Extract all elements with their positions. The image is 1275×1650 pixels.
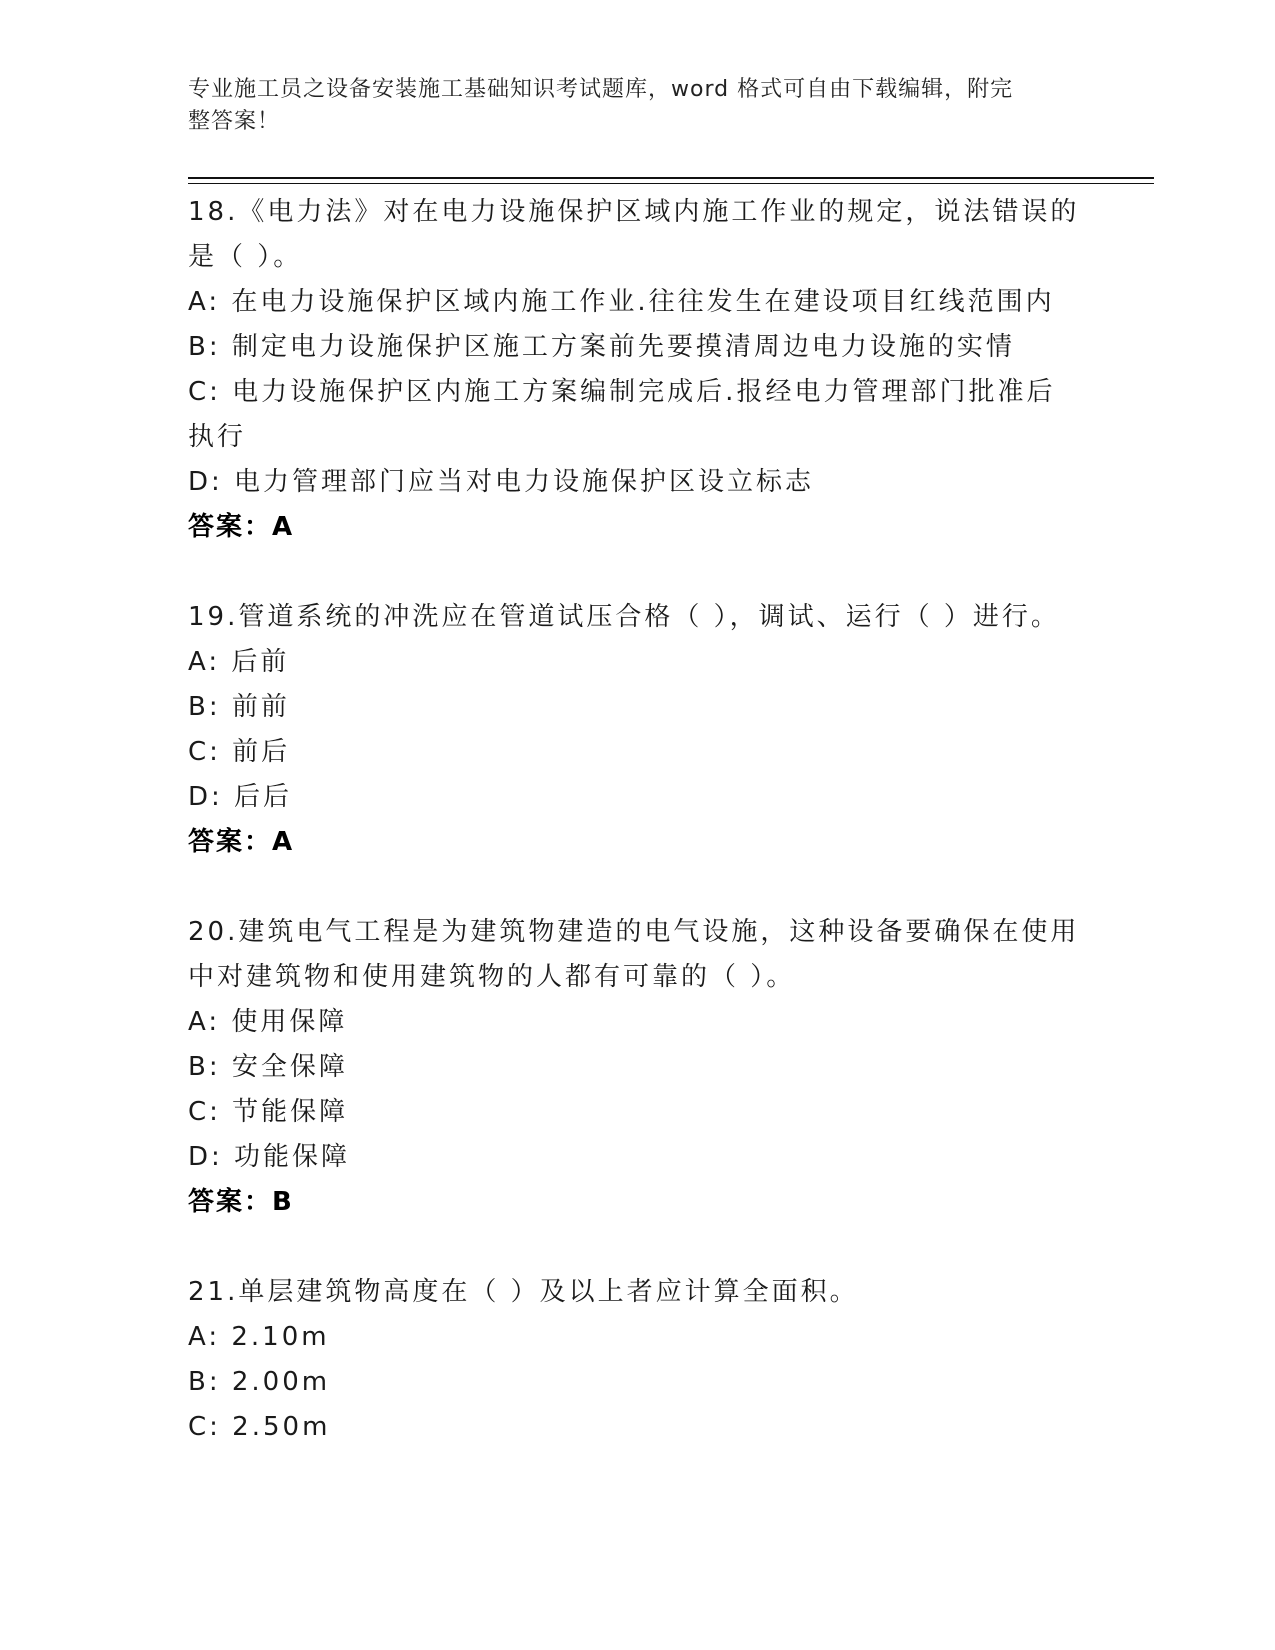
option-a: A: 后前 xyxy=(188,647,290,677)
option-a: A: 2.10m xyxy=(188,1322,330,1352)
answer: 答案：A xyxy=(188,827,295,857)
document-header xyxy=(188,74,1068,138)
option-b: B: 制定电力设施保护区施工方案前先要摸清周边电力设施的实情 xyxy=(188,332,1015,362)
header-divider-thin xyxy=(188,183,1154,184)
question-18 xyxy=(188,190,1088,550)
option-d: D: 后后 xyxy=(188,782,293,812)
question-stem-continued: 是（ ）。 xyxy=(188,242,303,272)
header-line-1: 专业施工员之设备安装施工基础知识考试题库，word 格式可自由下载编辑，附完 xyxy=(188,77,1014,102)
question-stem: 21.单层建筑物高度在（ ）及以上者应计算全面积。 xyxy=(188,1277,859,1307)
question-21 xyxy=(188,1270,1088,1450)
header-divider-thick xyxy=(188,177,1154,179)
question-stem: 18.《电力法》对在电力设施保护区域内施工作业的规定，说法错误的 xyxy=(188,197,1080,227)
option-b: B: 安全保障 xyxy=(188,1052,348,1082)
question-list xyxy=(188,190,1088,1450)
question-stem: 19.管道系统的冲洗应在管道试压合格（ ），调试、运行（ ）进行。 xyxy=(188,602,1060,632)
option-d: D: 电力管理部门应当对电力设施保护区设立标志 xyxy=(188,467,815,497)
question-stem-continued: 中对建筑物和使用建筑物的人都有可靠的（ ）。 xyxy=(188,962,796,992)
question-stem: 20.建筑电气工程是为建筑物建造的电气设施，这种设备要确保在使用 xyxy=(188,917,1080,947)
option-c: C: 电力设施保护区内施工方案编制完成后.报经电力管理部门批准后 xyxy=(188,377,1056,407)
spacer xyxy=(188,865,1088,910)
option-a: A: 使用保障 xyxy=(188,1007,348,1037)
question-19 xyxy=(188,595,1088,865)
option-c-continued: 执行 xyxy=(188,422,247,452)
answer: 答案：B xyxy=(188,1187,294,1217)
answer: 答案：A xyxy=(188,512,295,542)
option-b: B: 前前 xyxy=(188,692,290,722)
header-line-2: 整答案！ xyxy=(188,109,281,134)
option-c: C: 节能保障 xyxy=(188,1097,349,1127)
spacer xyxy=(188,550,1088,595)
option-b: B: 2.00m xyxy=(188,1367,331,1397)
option-d: D: 功能保障 xyxy=(188,1142,351,1172)
question-20 xyxy=(188,910,1088,1225)
option-a: A: 在电力设施保护区域内施工作业.往往发生在建设项目红线范围内 xyxy=(188,287,1055,317)
spacer xyxy=(188,1225,1088,1270)
option-c: C: 2.50m xyxy=(188,1412,331,1442)
option-c: C: 前后 xyxy=(188,737,291,767)
